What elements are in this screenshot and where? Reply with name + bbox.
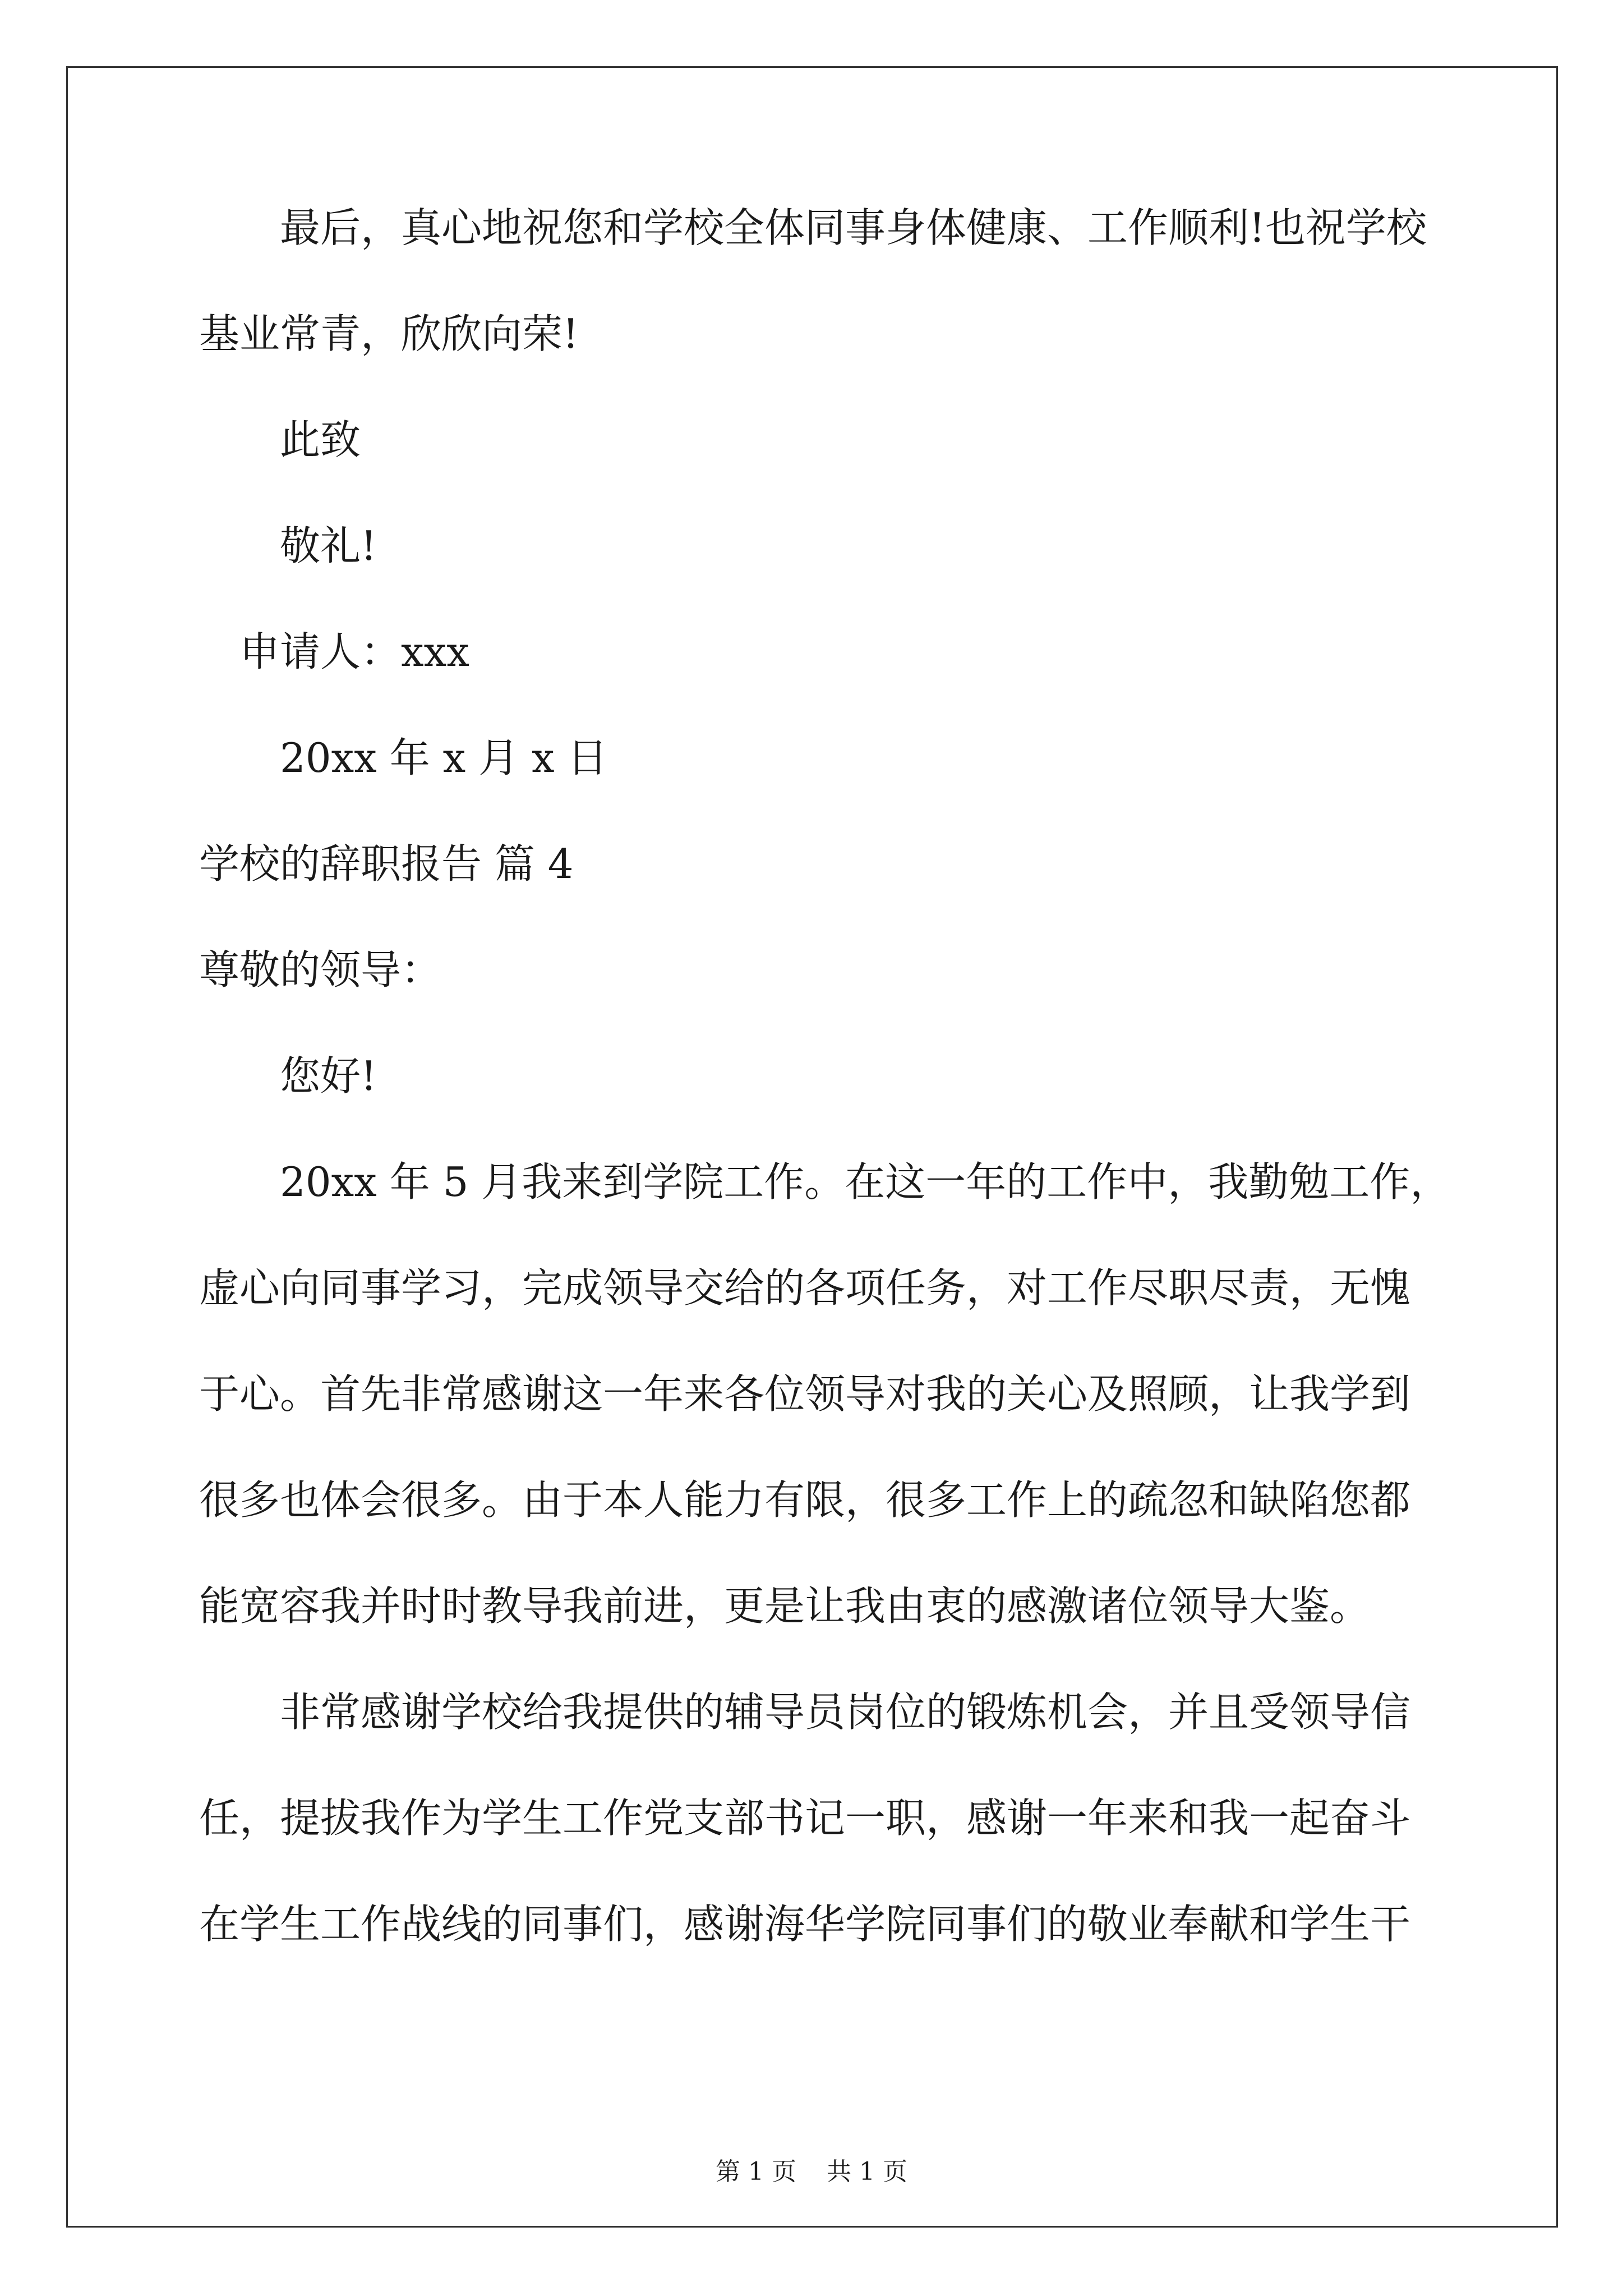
paragraph-line: 很多也体会很多。由于本人能力有限，很多工作上的疏忽和缺陷您都 <box>199 1476 1411 1524</box>
greeting-line: 您好! <box>280 1052 377 1099</box>
paragraph-line: 在学生工作战线的同事们，感谢海华学院同事们的敬业奉献和学生干 <box>199 1901 1411 1948</box>
page-total: 共 1 页 <box>827 2157 907 2186</box>
paragraph-line: 虚心向同事学习，完成领导交给的各项任务，对工作尽职尽责，无愧 <box>199 1264 1411 1312</box>
closing-line: 此致 <box>280 416 361 463</box>
page-number: 第 1 页 <box>716 2157 796 2186</box>
paragraph-line: 非常感谢学校给我提供的辅导员岗位的锻炼机会，并且受领导信 <box>280 1688 1411 1736</box>
paragraph-line: 最后，真心地祝您和学校全体同事身体健康、工作顺利!也祝学校 <box>280 204 1427 251</box>
paragraph-line: 能宽容我并时时教导我前进，更是让我由衷的感激诸位领导大鉴。 <box>199 1582 1371 1630</box>
salutation-line: 尊敬的领导： <box>199 946 442 993</box>
section-heading: 学校的辞职报告 篇 4 <box>199 840 574 887</box>
paragraph-line: 任，提拔我作为学生工作党支部书记一职，感谢一年来和我一起奋斗 <box>199 1795 1411 1842</box>
paragraph-line: 于心。首先非常感谢这一年来各位领导对我的关心及照顾，让我学到 <box>199 1370 1411 1418</box>
paragraph-line: 基业常青，欣欣向荣! <box>199 310 579 357</box>
paragraph-line: 20xx 年 5 月我来到学院工作。在这一年的工作中，我勤勉工作， <box>280 1158 1451 1205</box>
applicant-line: 申请人：xxx <box>239 628 469 675</box>
closing-line: 敬礼! <box>280 522 377 569</box>
page-footer <box>0 2157 1623 2186</box>
date-line: 20xx 年 x 月 x 日 <box>280 734 608 781</box>
